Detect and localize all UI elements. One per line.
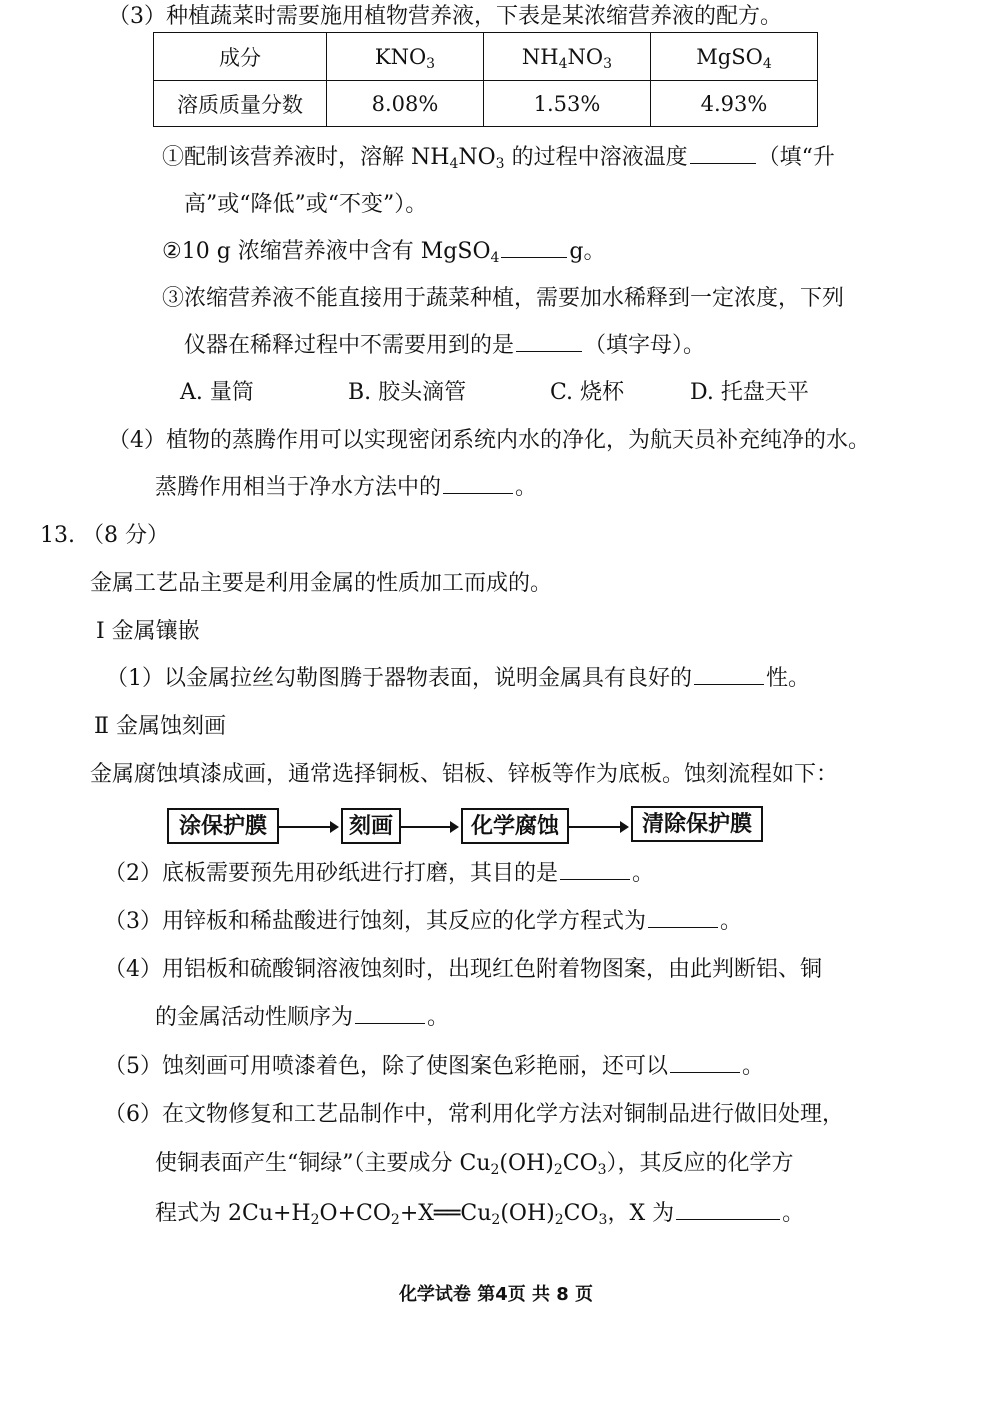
option-d: D. 托盘天平 <box>690 380 809 405</box>
answer-blank[interactable] <box>694 664 764 685</box>
q13-q6-line2: 使铜表面产生“铜绿”（主要成分 $Cu_2(OH)_2CO_3$），其反应的化学方 <box>155 1151 794 1178</box>
table-cell-mgso4: 4.93% <box>651 81 818 127</box>
q13-q1: （1）以金属拉丝勾勒图腾于器物表面，说明金属具有良好的 性。 <box>106 666 811 691</box>
flow-arrow <box>401 826 457 828</box>
answer-blank[interactable] <box>648 907 718 928</box>
q13-q3: （3）用锌板和稀盐酸进行蚀刻，其反应的化学方程式为 。 <box>104 909 743 934</box>
q13-intro: 金属工艺品主要是利用金属的性质加工而成的。 <box>90 571 553 596</box>
q12-3-sub1-line2: 高”或“降低”或“不变”）。 <box>184 192 428 217</box>
q13-q6-line3: 程式为 $2Cu+H_2O+CO_2+X══Cu_2(OH)_2CO_3$，X 为 。 <box>155 1201 805 1228</box>
flow-step-chemical-etch: 化学腐蚀 <box>461 808 569 844</box>
table-header-mgso4: MgSO$_4$ <box>651 33 818 81</box>
option-b: B. 胶头滴管 <box>348 380 467 405</box>
nutrient-table <box>153 32 818 127</box>
table-header-component: 成分 <box>154 33 327 81</box>
flow-step-coat-film: 涂保护膜 <box>167 808 279 844</box>
flow-arrow <box>569 826 627 828</box>
q12-3-sub3-line2: 仪器在稀释过程中不需要用到的是 （填字母）。 <box>184 333 706 358</box>
table-row-label: 溶质质量分数 <box>154 81 327 127</box>
flow-arrow <box>279 826 337 828</box>
q12-3-sub2: ②10 g 浓缩营养液中含有 MgSO$_4$ g。 <box>162 239 606 266</box>
q12-4-line1: （4）植物的蒸腾作用可以实现密闭系统内水的净化，为航天员补充纯净的水。 <box>108 428 870 453</box>
q13-header: 13. （8 分） <box>40 523 169 548</box>
answer-blank[interactable] <box>560 859 630 880</box>
flow-step-engrave: 刻画 <box>341 808 401 844</box>
q13-q4-line1: （4）用铝板和硫酸铜溶液蚀刻时，出现红色附着物图案，由此判断铝、铜 <box>104 957 822 982</box>
option-c: C. 烧杯 <box>550 380 625 405</box>
q13-q5: （5）蚀刻画可用喷漆着色，除了使图案色彩艳丽，还可以 。 <box>104 1054 765 1079</box>
table-cell-kno3: 8.08% <box>327 81 484 127</box>
table-header-nh4no3: $NH_4NO_3$ <box>484 33 651 81</box>
q13-process-intro: 金属腐蚀填漆成画，通常选择铜板、铝板、锌板等作为底板。蚀刻流程如下： <box>90 762 839 787</box>
answer-blank[interactable] <box>355 1003 425 1024</box>
answer-blank[interactable] <box>501 237 567 258</box>
option-a: A. 量筒 <box>180 380 254 405</box>
table-cell-nh4no3: 1.53% <box>484 81 651 127</box>
q13-q4-line2: 的金属活动性顺序为 。 <box>155 1005 450 1030</box>
answer-blank[interactable] <box>676 1199 780 1220</box>
q12-4-line2: 蒸腾作用相当于净水方法中的 。 <box>155 475 538 500</box>
q13-section2-heading: Ⅱ 金属蚀刻画 <box>94 714 226 739</box>
q12-3-sub1: ①配制该营养液时，溶解 $NH_4NO_3$ 的过程中溶液温度 （填“升 <box>162 145 835 172</box>
q12-3-sub3: ③浓缩营养液不能直接用于蔬菜种植，需要加水稀释到一定浓度，下列 <box>162 286 845 311</box>
answer-blank[interactable] <box>443 473 513 494</box>
answer-blank[interactable] <box>516 331 582 352</box>
q13-section1-heading: Ⅰ 金属镶嵌 <box>96 619 200 644</box>
q13-q2: （2）底板需要预先用砂纸进行打磨，其目的是 。 <box>104 861 655 886</box>
table-header-kno3: $KNO_3$ <box>327 33 484 81</box>
flow-step-remove-film: 清除保护膜 <box>631 806 763 842</box>
answer-blank[interactable] <box>670 1052 740 1073</box>
q12-3-intro: （3）种植蔬菜时需要施用植物营养液，下表是某浓缩营养液的配方。 <box>108 4 782 29</box>
page-footer: 化学试卷 第4页 共 8 页 <box>398 1284 594 1305</box>
answer-blank[interactable] <box>690 143 756 164</box>
q13-q6-line1: （6）在文物修复和工艺品制作中，常利用化学方法对铜制品进行做旧处理， <box>104 1102 844 1127</box>
